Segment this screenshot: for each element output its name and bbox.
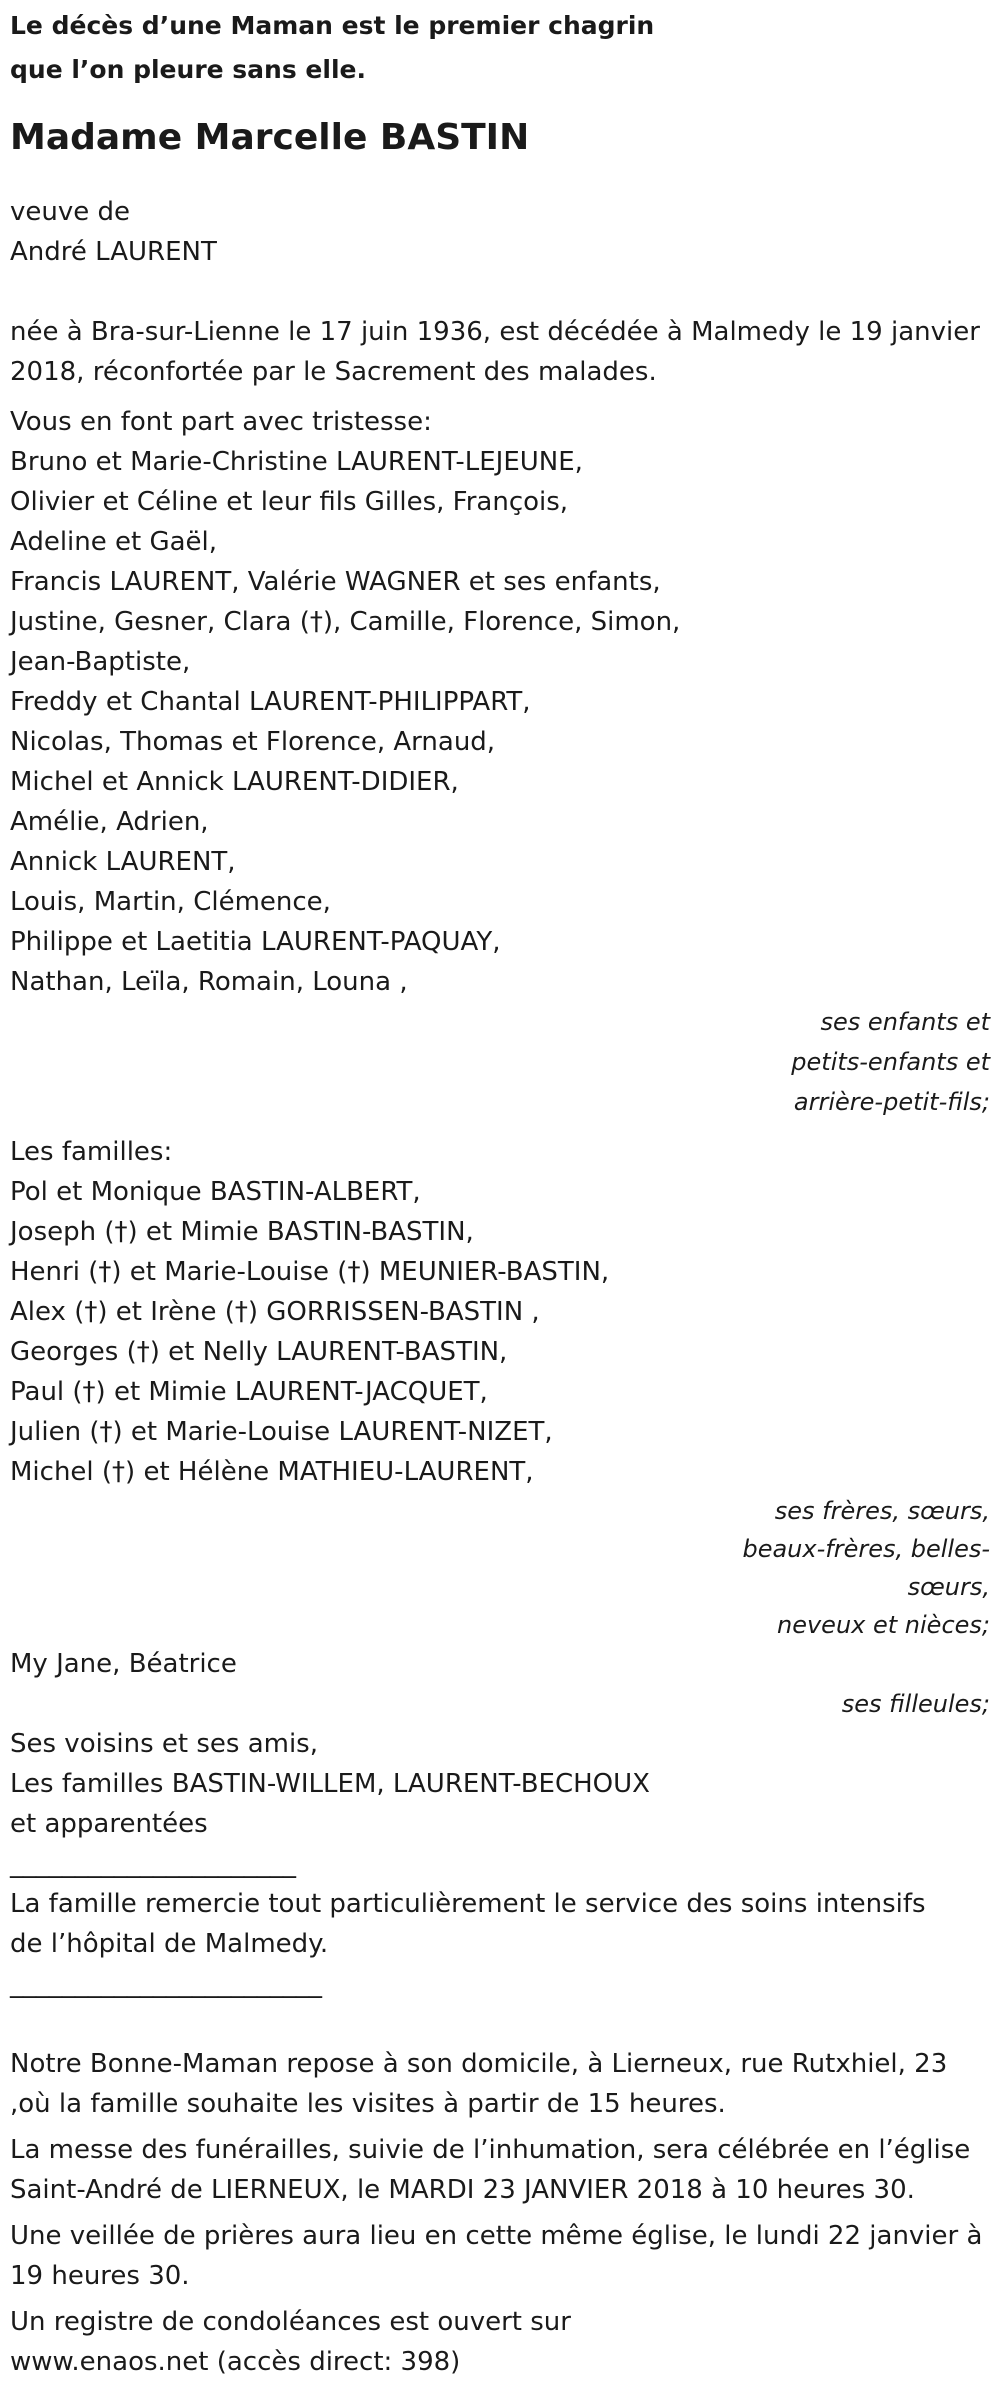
- text-line: André LAURENT: [10, 237, 217, 267]
- list-item: Jean-Baptiste,: [10, 647, 191, 677]
- list-item: Julien (†) et Marie-Louise LAURENT-NIZET,: [10, 1417, 553, 1447]
- announce-intro: Vous en font part avec tristesse:: [10, 407, 432, 437]
- caption-line: petits-enfants et: [791, 1048, 990, 1076]
- neighbours: [10, 1724, 990, 1844]
- text-line: de l’hôpital de Malmedy.: [10, 1929, 329, 1959]
- obituary-notice: [10, 0, 990, 2382]
- list-item: Amélie, Adrien,: [10, 807, 209, 837]
- text-line: La messe des funérailles, suivie de l’inhumation, sera célébrée en l’église: [10, 2135, 971, 2165]
- text-line: Un registre de condoléances est ouvert sur: [10, 2307, 571, 2337]
- text-line: La famille remercie tout particulièrement le service des soins intensifs: [10, 1889, 926, 1919]
- text-line: Notre Bonne-Maman repose à son domicile, à Lierneux, rue Rutxhiel, 23: [10, 2049, 948, 2079]
- list-item: Nicolas, Thomas et Florence, Arnaud,: [10, 727, 496, 757]
- list-item: Michel (†) et Hélène MATHIEU-LAURENT,: [10, 1457, 534, 1487]
- text-line: Une veillée de prières aura lieu en cette même église, le lundi 22 janvier à: [10, 2221, 983, 2251]
- caption-line: arrière-petit-fils;: [793, 1088, 990, 1116]
- quote-line: Le décès d’une Maman est le premier chagrin: [10, 11, 655, 40]
- children-caption: [10, 1002, 990, 1122]
- quote-line: que l’on pleure sans elle.: [10, 55, 366, 84]
- children-list: [10, 402, 990, 1002]
- families-list: [10, 1132, 990, 1492]
- list-item: Nathan, Leïla, Romain, Louna ,: [10, 967, 408, 997]
- families-caption: [10, 1492, 990, 1644]
- caption-line: ses frères, sœurs,: [774, 1497, 990, 1525]
- text-line: ,où la famille souhaite les visites à partir de 15 heures.: [10, 2089, 726, 2119]
- text-line: 19 heures 30.: [10, 2261, 190, 2291]
- caption-line: ses enfants et: [820, 1008, 990, 1036]
- caption-line: neveux et nièces;: [777, 1611, 990, 1639]
- separator: ________________________: [10, 1969, 322, 1999]
- list-item: Henri (†) et Marie-Louise (†) MEUNIER-BASTIN,: [10, 1257, 610, 1287]
- text-line: 2018, réconfortée par le Sacrement des malades.: [10, 357, 657, 387]
- list-item: Philippe et Laetitia LAURENT-PAQUAY,: [10, 927, 501, 957]
- list-item: Justine, Gesner, Clara (†), Camille, Florence, Simon,: [10, 607, 681, 637]
- birth-death-info: [10, 312, 990, 392]
- caption-line: beaux-frères, belles-: [742, 1535, 990, 1563]
- list-item: Louis, Martin, Clémence,: [10, 887, 331, 917]
- rest-info: [10, 2044, 990, 2124]
- separator: ______________________: [10, 1849, 296, 1879]
- list-item: Georges (†) et Nelly LAURENT-BASTIN,: [10, 1337, 508, 1367]
- deceased-name: Madame Marcelle BASTIN: [10, 117, 530, 158]
- list-item: Michel et Annick LAURENT-DIDIER,: [10, 767, 459, 797]
- opening-quote: [10, 4, 990, 92]
- thanks-message: [10, 1884, 990, 1964]
- register-link: www.enaos.net (accès direct: 398): [10, 2347, 461, 2377]
- list-item: Alex (†) et Irène (†) GORRISSEN-BASTIN ,: [10, 1297, 540, 1327]
- list-item: Joseph (†) et Mimie BASTIN-BASTIN,: [10, 1217, 474, 1247]
- families-intro: Les familles:: [10, 1137, 173, 1167]
- goddaughters: My Jane, Béatrice: [10, 1649, 237, 1679]
- caption-line: sœurs,: [907, 1573, 990, 1601]
- list-item: Paul (†) et Mimie LAURENT-JACQUET,: [10, 1377, 488, 1407]
- list-item: Bruno et Marie-Christine LAURENT-LEJEUNE,: [10, 447, 583, 477]
- text-line: Saint-André de LIERNEUX, le MARDI 23 JANVIER 2018 à 10 heures 30.: [10, 2175, 915, 2205]
- text-line: née à Bra-sur-Lienne le 17 juin 1936, est décédée à Malmedy le 19 janvier: [10, 317, 980, 347]
- funeral-info: [10, 2130, 990, 2210]
- goddaughters-caption: ses filleules;: [841, 1690, 990, 1718]
- text-line: Ses voisins et ses amis,: [10, 1729, 318, 1759]
- text-line: Les familles BASTIN-WILLEM, LAURENT-BECHOUX: [10, 1769, 650, 1799]
- list-item: Francis LAURENT, Valérie WAGNER et ses enfants,: [10, 567, 661, 597]
- condolence-register: [10, 2302, 990, 2382]
- list-item: Annick LAURENT,: [10, 847, 236, 877]
- list-item: Freddy et Chantal LAURENT-PHILIPPART,: [10, 687, 531, 717]
- list-item: Adeline et Gaël,: [10, 527, 218, 557]
- text-line: veuve de: [10, 197, 131, 227]
- vigil-info: [10, 2216, 990, 2296]
- text-line: et apparentées: [10, 1809, 208, 1839]
- list-item: Pol et Monique BASTIN-ALBERT,: [10, 1177, 421, 1207]
- widow-of: [10, 192, 990, 272]
- list-item: Olivier et Céline et leur fils Gilles, François,: [10, 487, 569, 517]
